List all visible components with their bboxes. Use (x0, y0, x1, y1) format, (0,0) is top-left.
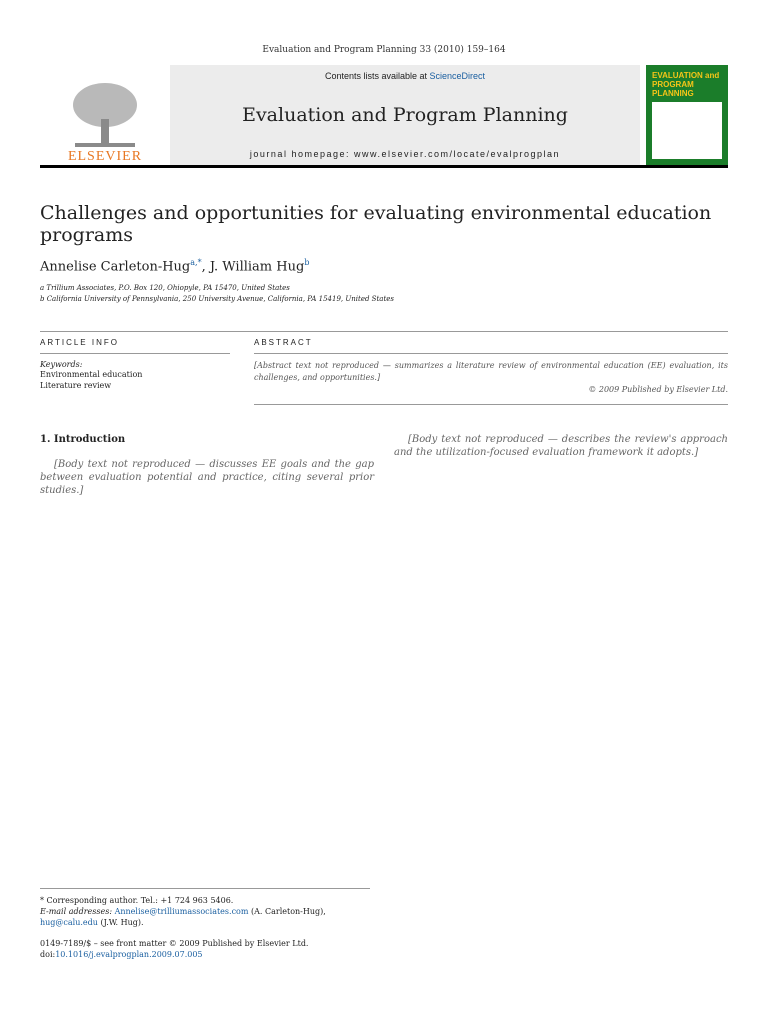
abstract-summary: [Abstract text not reproduced — summarizes a literature review of environmental education (EE) evaluation, its challenges, and opportunities.] (254, 361, 728, 383)
author-name: J. William Hug (209, 259, 305, 275)
body-paragraph: [Body text not reproduced — discusses EE goals and the gap between evaluation potential and practice, citing several prior studies.] (40, 459, 374, 497)
running-head: Evaluation and Program Planning 33 (2010) 159–164 (262, 45, 506, 55)
affiliation-a: a Trillium Associates, P.O. Box 120, Ohiopyle, PA 15470, United States (40, 284, 290, 293)
affiliations (40, 283, 728, 305)
journal-banner (170, 65, 640, 165)
sciencedirect-link[interactable]: ScienceDirect (429, 71, 486, 81)
keyword: Literature review (40, 381, 112, 391)
elsevier-tree-icon (65, 79, 145, 149)
section-heading: 1. Introduction (40, 434, 126, 446)
keyword: Environmental education (40, 370, 143, 380)
abstract (254, 332, 728, 405)
footnotes (40, 888, 370, 928)
contents-line (325, 71, 485, 81)
article-info-label: ARTICLE INFO (40, 338, 230, 354)
email-owner: (A. Carleton-Hug), (248, 907, 326, 916)
imprint (40, 938, 308, 960)
email-link[interactable]: Annelise@trilliumassociates.com (114, 907, 249, 916)
abstract-text (254, 360, 728, 405)
keywords-heading: Keywords: (40, 360, 83, 370)
body-left-column (40, 433, 374, 503)
author-sup[interactable]: b (304, 258, 310, 267)
doi-prefix: doi: (40, 950, 56, 959)
affiliation-b: b California University of Pennsylvania, 250 University Avenue, California, PA 15419, United States (40, 295, 395, 304)
author-name: Annelise Carleton-Hug (40, 259, 191, 275)
article-info (40, 332, 230, 405)
journal-cover (646, 65, 728, 165)
author-sup[interactable]: a,* (190, 258, 202, 267)
masthead (40, 65, 728, 168)
email-link[interactable]: hug@calu.edu (40, 918, 98, 927)
abstract-label: ABSTRACT (254, 338, 728, 354)
article-title: Challenges and opportunities for evaluating environmental education programs (40, 202, 712, 246)
doi-link[interactable]: 10.1016/j.evalprogplan.2009.07.005 (55, 950, 203, 959)
body-paragraph: [Body text not reproduced — describes the review's approach and the utilization-focused evaluation framework it adopts.] (394, 434, 728, 459)
corresponding-note: * Corresponding author. Tel.: +1 724 963 5406. (40, 896, 234, 905)
body-columns (40, 433, 728, 503)
email-note (40, 906, 370, 928)
body-right-column (394, 433, 728, 503)
publisher-wordmark: ELSEVIER (67, 149, 143, 164)
authors: Annelise Carleton-Hug$^{a,*}$, J. William Hug$^b$ (40, 258, 310, 275)
issn-line: 0149-7189/$ – see front matter © 2009 Published by Elsevier Ltd. (40, 939, 309, 948)
journal-homepage[interactable]: journal homepage: www.elsevier.com/locate/evalprogplan (249, 149, 561, 159)
contents-prefix: Contents lists available at (324, 71, 430, 81)
abstract-copyright: © 2009 Published by Elsevier Ltd. (588, 385, 728, 395)
info-row (40, 331, 728, 405)
email-label: E-mail addresses: (40, 907, 115, 916)
email-owner: (J.W. Hug). (97, 918, 144, 927)
doi-line (40, 949, 308, 960)
cover-title: EVALUATION and PROGRAM PLANNING (652, 71, 720, 98)
publisher-logo (40, 65, 170, 165)
journal-name: Evaluation and Program Planning (242, 104, 568, 126)
cover-panel (652, 102, 722, 159)
